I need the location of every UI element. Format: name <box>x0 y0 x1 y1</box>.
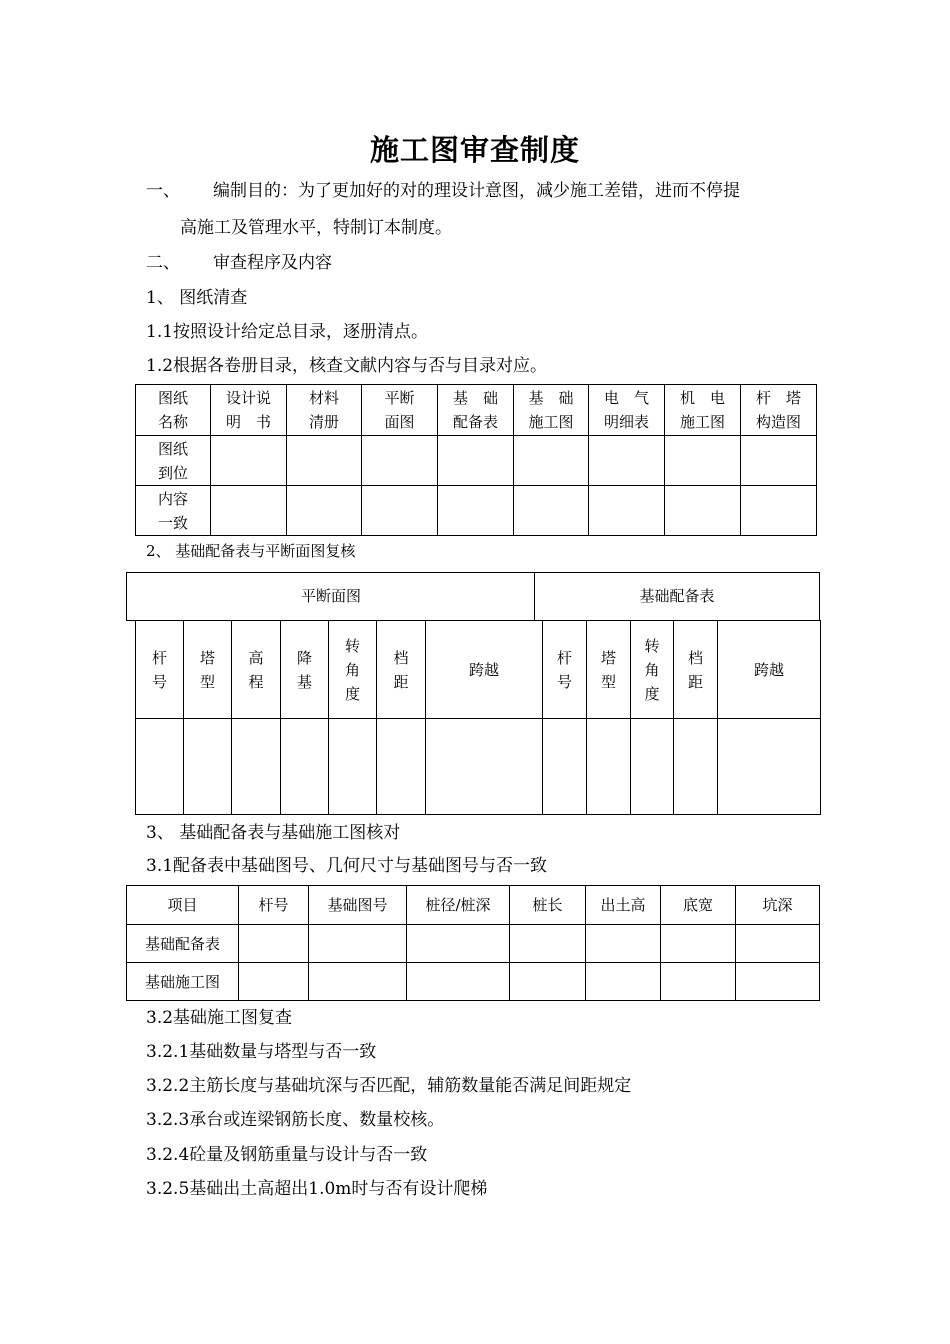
table3-header-cell: 项目 <box>127 886 239 925</box>
item-3-2: 3.2基础施工图复查 <box>146 1008 293 1028</box>
table1-header-cell: 基 础 施工图 <box>514 385 589 436</box>
table1-header-cell: 杆 塔 构造图 <box>741 385 817 436</box>
table2-header-row <box>136 621 821 719</box>
table3-row-label: 基础施工图 <box>127 963 239 1001</box>
table1-cell <box>741 436 817 486</box>
section1-line2: 高施工及管理水平，特制订本制度。 <box>180 218 452 238</box>
table2-cell <box>674 719 718 815</box>
foundation-review-table <box>135 620 821 815</box>
table1-cell <box>514 436 589 486</box>
table1-cell <box>589 436 665 486</box>
table2-cell <box>329 719 377 815</box>
table1-cell <box>665 486 741 536</box>
table1-cell <box>362 436 438 486</box>
table3-row <box>127 925 820 963</box>
item-3-2-1: 3.2.1基础数量与塔型与否一致 <box>146 1042 377 1062</box>
table3-header-row <box>127 886 820 925</box>
item-3-2-4: 3.2.4砼量及钢筋重量与设计与否一致 <box>146 1145 428 1165</box>
table2-cell <box>718 719 821 815</box>
drawing-checklist-table <box>135 384 817 536</box>
item-1-1: 1.1按照设计给定总目录，逐册清点。 <box>146 322 429 342</box>
section1-number: 一、 <box>146 181 180 201</box>
table3-cell <box>736 963 820 1001</box>
table1-cell <box>287 486 362 536</box>
table1-header-cell: 基 础 配备表 <box>438 385 514 436</box>
table2-cell <box>184 719 232 815</box>
table1-cell <box>438 436 514 486</box>
section2-text: 审查程序及内容 <box>213 253 332 273</box>
table1-header-cell: 平断 面图 <box>362 385 438 436</box>
section2-number: 二、 <box>146 253 180 273</box>
table2-cell <box>232 719 281 815</box>
table2-header-cell: 降基 <box>281 621 329 719</box>
table3-cell <box>407 963 510 1001</box>
table1-row-consistent <box>136 486 817 536</box>
table1-row-label: 内容 一致 <box>136 486 211 536</box>
table1-header-cell: 图纸 名称 <box>136 385 211 436</box>
table3-header-cell: 桩长 <box>510 886 586 925</box>
table2-data-row <box>136 719 821 815</box>
table2-cell <box>631 719 674 815</box>
table3-row-label: 基础配备表 <box>127 925 239 963</box>
table2-cell <box>543 719 587 815</box>
item-3-2-2: 3.2.2主筋长度与基础坑深与否匹配，辅筋数量能否满足间距规定 <box>146 1076 632 1096</box>
table3-row <box>127 963 820 1001</box>
table1-header-cell: 电 气 明细表 <box>589 385 665 436</box>
table3-cell <box>661 963 736 1001</box>
table2-header-cell: 杆号 <box>136 621 184 719</box>
table1-row-label: 图纸 到位 <box>136 436 211 486</box>
table3-header-cell: 底宽 <box>661 886 736 925</box>
table1-cell <box>514 486 589 536</box>
section1-line1: 编制目的：为了更加好的对的理设计意图，减少施工差错，进而不停提 <box>213 181 740 201</box>
table3-cell <box>586 963 661 1001</box>
table1-cell <box>438 486 514 536</box>
table2-header-cell: 跨越 <box>718 621 821 719</box>
table3-cell <box>309 963 407 1001</box>
table1-header-cell: 机 电 施工图 <box>665 385 741 436</box>
table1-header-row <box>136 385 817 436</box>
table2-header-cell: 转角度 <box>631 621 674 719</box>
page-title: 施工图审查制度 <box>369 133 580 167</box>
table3-cell <box>586 925 661 963</box>
table3-cell <box>239 963 309 1001</box>
table3-cell <box>510 925 586 963</box>
table2-group-right: 基础配备表 <box>639 587 715 605</box>
item-3: 3、 基础配备表与基础施工图核对 <box>146 823 401 843</box>
table3-cell <box>239 925 309 963</box>
table1-cell <box>287 436 362 486</box>
table3-cell <box>510 963 586 1001</box>
table2-header-cell: 档距 <box>674 621 718 719</box>
item-1-2: 1.2根据各卷册目录，核查文献内容与否与目录对应。 <box>146 356 548 376</box>
table2-cell <box>377 719 426 815</box>
table3-cell <box>661 925 736 963</box>
table2-cell <box>136 719 184 815</box>
table1-row-arrived <box>136 436 817 486</box>
item-3-1: 3.1配备表中基础图号、几何尺寸与基础图号与否一致 <box>146 856 548 876</box>
table1-header-cell: 设计说 明 书 <box>211 385 287 436</box>
table1-cell <box>665 436 741 486</box>
table2-cell <box>587 719 631 815</box>
table2-header-cell: 杆号 <box>543 621 587 719</box>
table3-header-cell: 坑深 <box>736 886 820 925</box>
table3-cell <box>309 925 407 963</box>
item-3-2-5: 3.2.5基础出土高超出1.0m时与否有设计爬梯 <box>146 1179 488 1199</box>
item-2: 2、 基础配备表与平断面图复核 <box>146 542 356 560</box>
table1-cell <box>589 486 665 536</box>
foundation-drawing-table <box>126 885 820 1001</box>
table1-cell <box>362 486 438 536</box>
table3-cell <box>736 925 820 963</box>
table2-group-header <box>126 572 820 621</box>
table3-header-cell: 出土高 <box>586 886 661 925</box>
table1-cell <box>211 486 287 536</box>
item-1: 1、 图纸清查 <box>146 288 248 308</box>
table3-header-cell: 桩径/桩深 <box>407 886 510 925</box>
table2-header-cell: 档距 <box>377 621 426 719</box>
table1-cell <box>741 486 817 536</box>
table2-cell <box>281 719 329 815</box>
table2-header-cell: 转角度 <box>329 621 377 719</box>
table2-header-cell: 高程 <box>232 621 281 719</box>
table2-cell <box>426 719 543 815</box>
table3-cell <box>407 925 510 963</box>
table3-header-cell: 杆号 <box>239 886 309 925</box>
table2-header-cell: 跨越 <box>426 621 543 719</box>
table2-header-cell: 塔型 <box>587 621 631 719</box>
table2-group-left: 平断面图 <box>300 587 361 605</box>
table1-header-cell: 材料 清册 <box>287 385 362 436</box>
table2-header-cell: 塔型 <box>184 621 232 719</box>
item-3-2-3: 3.2.3承台或连梁钢筋长度、数量校核。 <box>146 1110 445 1130</box>
table1-cell <box>211 436 287 486</box>
table3-header-cell: 基础图号 <box>309 886 407 925</box>
